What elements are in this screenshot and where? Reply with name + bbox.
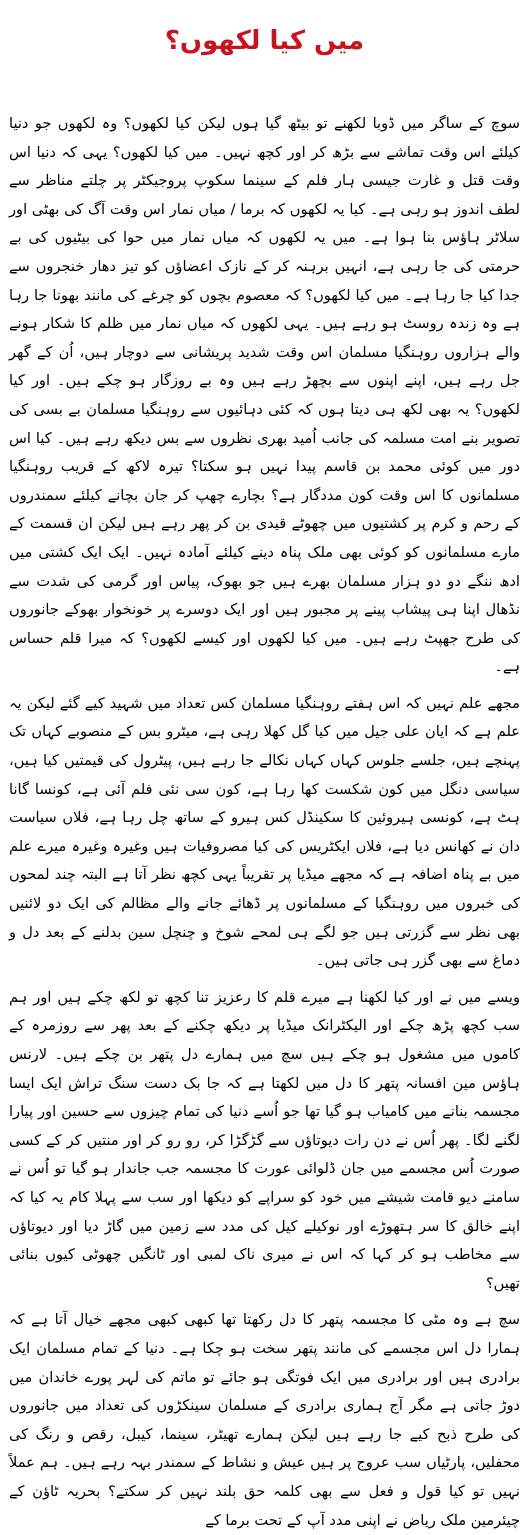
article-paragraph-4: سچ ہے وہ مٹی کا مجسمہ پتھر کا دل رکھتا تھا کبھی کبھی مجھے خیال آتا ہے کہ ہمارا دل اس مجسمے کی مانند پتھر سخت ہو چکا ہے۔ دنیا کے تمام مسلمان ایک برادری ہیں اور برادری میں ایک فوتگی ہو جائے تو ماتم کی لہر پورے خاندان میں دوڑ جاتی ہے مگر آج ہماری برادری کے مسلمان سینکڑوں کی تعداد میں جانوروں کی طرح ذبح کیے جا رہے ہیں لیکن ہمارے تھیٹر، سینما، کیبل، رقص و رنگ کی محفلیں، پارٹیاں سب عروج پر ہیں عیش و نشاط کے سمندر بہہ رہے ہیں۔ ہم عملاً نہیں تو کیا قول و فعل سے بھی کلمہ حق بلند نہیں کر سکتے؟ بحریہ ٹاؤن کے چیئرمین ملک ریاض نے اپنی مدد آپ کے تحت برما کے xyxy=(9,1311,520,1529)
article-title: میں کیا لکھوں؟ xyxy=(164,26,365,56)
article-paragraph-1: سوچ کے ساگر میں ڈوبا لکھنے تو بیٹھ گیا ہوں لیکن کیا لکھوں؟ وہ لکھوں جو دنیا کیلئے اس وقت تماشے سے بڑھ کر اور کچھ نہیں۔ میں کیا لکھوں؟ یہی کہ دنیا اس وقت قتل و غارت جیسی ہار فلم کے سینما سکوپ پروجیکٹر پر چلتے مناظر سے لطف اندوز ہو رہی ہے۔ کیا یہ لکھوں کہ برما / میاں نمار اس وقت آگ کی بھٹی اور سلاٹر ہاؤس بنا ہوا ہے۔ میں یہ لکھوں کہ میاں نمار میں حوا کی بیٹیوں کی بے حرمتی کی جا رہی ہے، انہیں برہنہ کر کے نازک اعضاؤں کو تیز دھار خنجروں سے جدا کیا جا رہا ہے۔ میں کیا لکھوں؟ کہ معصوم بچوں کو چرغے کی مانند بھونا جا رہا ہے وہ زندہ روسٹ ہو رہے ہیں۔ یہی لکھوں کہ میاں نمار میں ظلم کا شکار ہونے والے ہزاروں روہنگیا مسلمان اس وقت شدید پریشانی سے دوچار ہیں، اُن کے گھر جل رہے ہیں، اپنے اپنوں سے بچھڑ رہے ہیں وہ بے روزگار ہو چکے ہیں۔ اور کیا لکھوں؟ یہ بھی لکھ ہی دیتا ہوں کہ کئی دہائیوں سے روہنگیا مسلمان بے بسی کی تصویر بنے امت مسلمہ کی جانب اُمید بھری نظروں سے بس دیکھ رہے ہیں۔ کیا اس دور میں کوئی محمد بن قاسم پیدا نہیں ہو سکتا؟ تیرہ لاکھ کے قریب روہنگیا مسلمانوں کا اس وقت کون مددگار ہے؟ بچارے چھپ کر جان بچانے کیلئے سمندروں کے رحم و کرم پر کشتیوں میں چھوٹے قیدی بن کر پھر رہے ہیں لیکن ان قسمت کے مارے مسلمانوں کو کوئی بھی ملک پناہ دینے کیلئے آمادہ نہیں۔ ایک ایک کشتی میں ادھ ننگے دو دو ہزار مسلمان بھرے ہیں جو بھوک، پیاس اور گرمی کی شدت سے نڈھال اپنا ہی پیشاب پینے پر مجبور ہیں اور ایک دوسرے پر خونخوار بھوکے جانوروں کی طرح جھپٹ رہے ہیں۔ میں کیا لکھوں اور کیسے لکھوں؟ کہ میرا قلم حساس ہے۔ xyxy=(9,115,520,676)
article-paragraph-2: مجھے علم نہیں کہ اس ہفتے روہنگیا مسلمان کس تعداد میں شہید کیے گئے لیکن یہ علم ہے کہ ایان علی جیل میں کیا گل کھلا رہی ہے، میٹرو بس کے منصوبے کہاں تک پہنچے ہیں، جلسے جلوس کہاں کہاں نکالے جا رہے ہیں، پیٹرول کی قیمتیں کیا ہیں، سیاسی دنگل میں کون شکست کھا رہا ہے، کون سی نئی فلم آئی ہے، کونسا گانا ہٹ ہے، کونسی ہیروئین کا سکینڈل کس ہیرو کے ساتھ چل رہا ہے، فلاں سیاست دان نے کھانس دیا ہے، فلاں ایکٹریس کی کیا مصروفیات ہیں وغیرہ وغیرہ میرے علم میں بے پناہ اضافہ ہے کہ مجھے میڈیا پر تقریباً یہی کچھ نظر آتا ہے البتہ چند لمحوں کی خبروں میں روہنگیا کے مسلمانوں پر ڈھائے جانے والے مظالم کی ایک دو لائنیں بھی نظر سے گزرتی ہیں جو لگے ہی لمحے شوخ و چنچل سین بدلنے کے بعد دل و دماغ سے بھی گزر ہی جاتی ہیں۔ xyxy=(9,694,520,970)
article-paragraph-3: ویسے میں نے اور کیا لکھنا ہے میرے قلم کا رعزیز تنا کچھ تو لکھ چکے ہیں اور ہم سب کچھ پڑھ چکے اور الیکٹرانک میڈیا پر دیکھ چکنے کے بعد پھر سے روزمرہ کے کاموں میں مشغول ہو چکے ہیں سچ میں ہمارے دل پتھر بن چکے ہیں۔ لارنس ہاؤس مین افسانہ پتھر کا دل میں لکھتا ہے کہ جا بک دست سنگ تراش ایک ایسا مجسمہ بنانے میں کامیاب ہو گیا تھا جو اُسے دنیا کی تمام چیزوں سے حسین اور پیارا لگنے لگا۔ پھر اُس نے دن رات دیوتاؤں سے گڑگڑا کر، رو رو کر اور منتیں کر کے کسی صورت اُس مجسمے میں جان ڈلوائی عورت کا مجسمہ جب جاندار ہو گیا تو اُس نے سامنے دیو قامت شیشے میں خود کو سراپے کو دیکھا اور سب سے پہلا کام یہ کیا کہ اپنے خالق کا سر ہتھوڑے اور نوکیلے کیل کی مدد سے زمین میں گاڑ دیا اور دیوتاؤں سے مخاطب ہو کر کہا کہ اس نے میری ناک لمبی اور ٹانگیں چھوٹی کیوں بنائی تھیں؟ xyxy=(9,988,520,1292)
